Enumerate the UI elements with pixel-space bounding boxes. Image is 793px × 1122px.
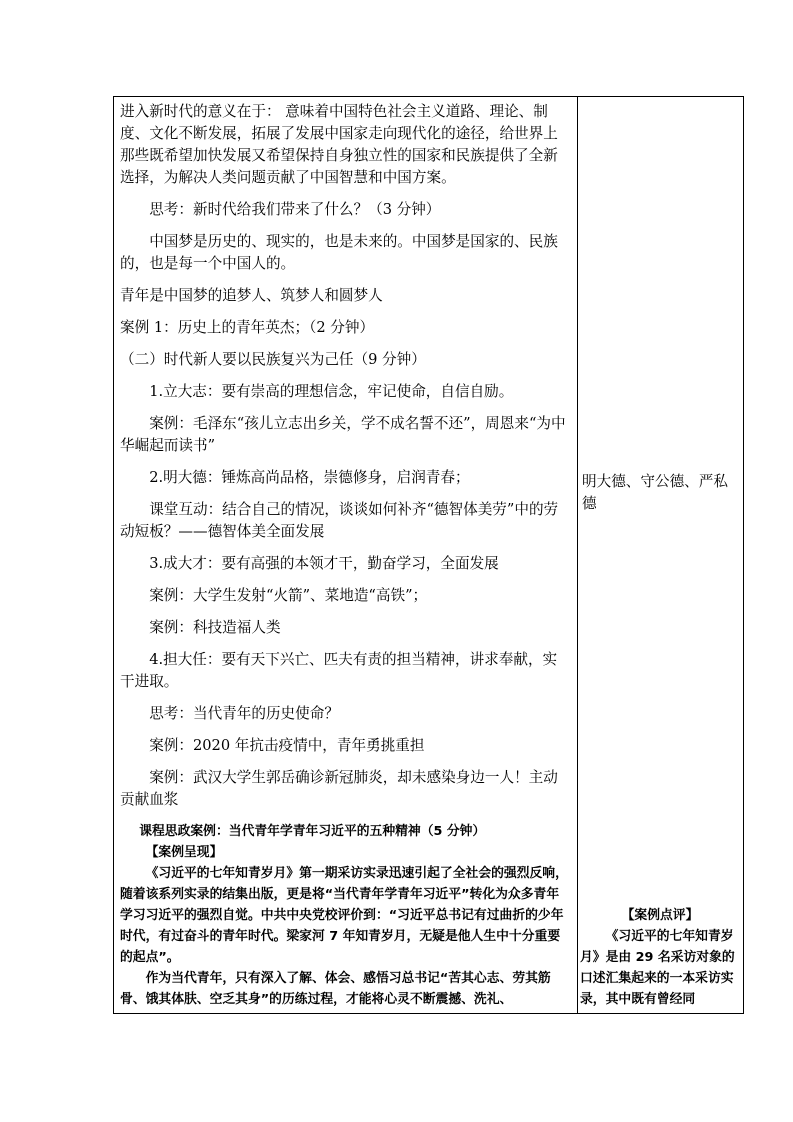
lesson-table [113,96,744,1014]
paragraph-case-tech: 案例：科技造福人类 [149,619,281,636]
paragraph-interaction: 课堂互动：结合自己的情况，谈谈如何补齐“德智体美劳”中的劳动短板？——德智体美全面发展 [120,501,559,540]
paragraph-chinese-dream: 中国梦是历史的、现实的，也是未来的。中国梦是国家的、民族的，也是每一个中国人的。 [120,233,558,272]
paragraph-case-wuhan: 案例：武汉大学生郭岳确诊新冠肺炎，却未感染身边一人！主动贡献血浆 [120,769,558,808]
paragraph-virtue: 2.明大德：锤炼高尚品格，崇德修身，启润青春； [149,469,470,486]
paragraph-talent: 3.成大才：要有高强的本领才干，勤奋学习，全面发展 [149,555,499,572]
paragraph-ambition: 1.立大志：要有崇高的理想信念，牢记使命，自信自励。 [149,383,514,400]
case-presentation-heading: 【案例呈现】 [145,845,223,860]
case-title: 课程思政案例：当代青年学青年习近平的五种精神（5 分钟） [139,824,486,839]
case-youth-text: 作为当代青年，只有深入了解、体会、感悟习总书记“苦其心志、劳其筋骨、饿其体肤、空乏其身”的历练过程，才能将心灵不断震撼、洗礼、 [120,971,551,1007]
column-divider [577,97,578,1013]
objective-note: 明大德、守公德、严私德 [582,473,728,512]
case-review [580,905,740,1010]
paragraph-case-2020: 案例：2020 年抗击疫情中，青年勇挑重担 [149,737,425,754]
paragraph-think-2: 思考：当代青年的历史使命？ [149,705,339,722]
case-presentation-text: 《习近平的七年知青岁月》第一期采访实录迅速引起了全社会的强烈反响，随着该系列实录的结集出版，更是将“当代青年学青年习近平”转化为众多青年学习习近平的强烈自觉。中共中央党校评价到：“习近平总书记有过曲折的少年时代，有过奋斗的青年时代。梁家河 7 年知青岁月，无疑是他人生中十分重要的起点”。 [120,866,568,965]
paragraph-responsibility: 4.担大任：要有天下兴亡、匹夫有责的担当精神，讲求奉献，实干进取。 [120,651,558,690]
case-review-text: 《习近平的七年知青岁月》是由 29 名采访对象的口述汇集起来的一本采访实录，其中既有曾经同 [580,929,735,1007]
paragraph-significance: 进入新时代的意义在于： 意味着中国特色社会主义道路、理论、制度、文化不断发展，拓展了发展中国家走向现代化的途径，给世界上那些既希望加快发展又希望保持自身独立性的国家和民族提供了全新选择，为解决人类问题贡献了中国智慧和中国方案。 [120,103,558,186]
case-review-heading: 【案例点评】 [621,908,699,923]
paragraph-case-rocket: 案例：大学生发射“火箭”、菜地造“高铁”； [149,587,428,604]
paragraph-think-1: 思考：新时代给我们带来了什么？（3 分钟） [149,201,441,218]
paragraph-youth-dream: 青年是中国梦的追梦人、筑梦人和圆梦人 [120,287,383,304]
section-heading-2: （二）时代新人要以民族复兴为己任（9 分钟） [120,351,426,368]
content-column [120,101,570,1010]
paragraph-case-mao: 案例：毛泽东“孩儿立志出乡关，学不成名誓不还”，周恩来“为中华崛起而读书” [120,415,566,454]
paragraph-case-1: 案例 1：历史上的青年英杰；（2 分钟） [120,319,375,336]
